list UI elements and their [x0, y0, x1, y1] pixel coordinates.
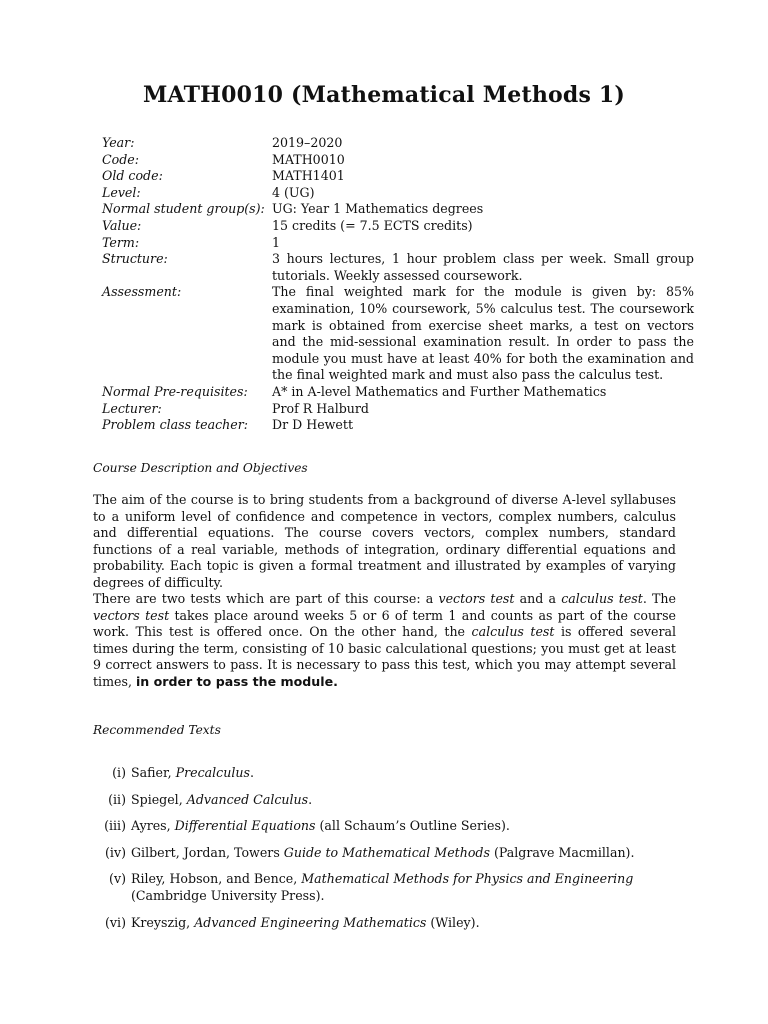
list-item-text	[126, 845, 683, 862]
list-item	[93, 765, 683, 782]
list-item-text	[126, 915, 683, 932]
info-row-value	[102, 218, 694, 235]
info-row-year	[102, 135, 694, 152]
list-item-text	[126, 871, 683, 904]
list-item	[93, 845, 683, 862]
tests-text: takes place around weeks 5 or 6 of term 1 and counts as part of the course work. This test is offered once. On the other hand, the	[93, 607, 676, 640]
ref-author: Kreyszig,	[131, 914, 195, 930]
ref-rest: (all Schaum’s Outline Series).	[315, 818, 510, 834]
info-value: 2019–2020	[272, 135, 343, 150]
info-value: 1	[272, 234, 281, 250]
info-row-problem-class-teacher	[102, 417, 694, 434]
list-item	[93, 915, 683, 932]
info-label: Lecturer:	[102, 400, 162, 416]
info-row-old-code	[102, 168, 694, 185]
info-row-assessment	[102, 284, 694, 384]
info-value: A* in A-level Mathematics and Further Mathematics	[272, 383, 607, 399]
tests-emphasis: calculus test	[561, 591, 643, 606]
tests-emphasis: calculus test	[471, 624, 555, 640]
tests-paragraph	[93, 591, 676, 691]
ref-title: Mathematical Methods for Physics and Engineering	[301, 871, 634, 887]
info-row-level	[102, 185, 694, 202]
list-item	[93, 818, 683, 835]
info-row-structure	[102, 251, 694, 284]
list-item-number: (vi)	[105, 914, 126, 930]
info-value: Dr D Hewett	[272, 417, 354, 433]
list-item-number: (v)	[109, 871, 126, 887]
info-value: MATH1401	[272, 168, 345, 184]
list-item-number: (i)	[112, 765, 126, 780]
info-value: 3 hours lectures, 1 hour problem class per week. Small group tutorials. Weekly assessed coursework.	[272, 251, 694, 283]
tests-strong-text: in order to pass the module.	[135, 673, 338, 689]
course-description-paragraph: The aim of the course is to bring students from a background of diverse A-level syllabuses to a uniform level of confidence and competence in vectors, complex numbers, calculus and differential equations. The course covers vectors, complex numbers, standard functions of a real variable, methods of integration, ordinary differential equations and probability. Each topic is given a formal treatment and illustrated by examples of varying degrees of difficulty.	[93, 492, 676, 590]
recommended-texts-list	[93, 765, 683, 931]
ref-rest: .	[308, 791, 313, 807]
tests-emphasis: vectors test	[438, 591, 515, 606]
info-label: Code:	[102, 151, 139, 167]
ref-rest: (Cambridge University Press).	[131, 887, 325, 903]
list-item	[93, 792, 683, 809]
ref-title: Precalculus	[175, 765, 250, 780]
info-value: Prof R Halburd	[272, 400, 369, 416]
info-value: UG: Year 1 Mathematics degrees	[272, 201, 484, 217]
list-item-number: (ii)	[108, 791, 126, 807]
info-label: Level:	[102, 184, 141, 200]
list-item	[93, 871, 683, 904]
info-value: 15 credits (= 7.5 ECTS credits)	[272, 217, 473, 233]
list-item-text	[126, 818, 683, 835]
tests-text: is offered several times during the term, consisting of 10 basic calculational questions; you must get at least 9 correct answers to pass. It is necessary to pass this test, which you may attempt several times,	[93, 624, 676, 689]
ref-rest: (Palgrave Macmillan).	[489, 844, 635, 860]
info-row-term	[102, 235, 694, 252]
info-label: Old code:	[102, 168, 163, 184]
module-info-table	[102, 135, 694, 434]
tests-emphasis: vectors test	[93, 607, 170, 623]
info-label: Problem class teacher:	[102, 417, 248, 433]
list-item-text	[126, 765, 683, 782]
list-item-number: (iii)	[104, 818, 126, 834]
tests-text: and a	[514, 591, 562, 606]
ref-title: Guide to Mathematical Methods	[283, 844, 490, 860]
info-label: Year:	[102, 135, 135, 150]
info-label: Structure:	[102, 251, 168, 267]
info-row-prerequisites	[102, 384, 694, 401]
info-value: 4 (UG)	[272, 184, 315, 200]
ref-rest: .	[249, 765, 254, 780]
tests-text: There are two tests which are part of this course: a	[93, 591, 439, 606]
ref-author: Spiegel,	[131, 791, 187, 807]
tests-text: . The	[642, 591, 676, 606]
page-title: MATH0010 (Mathematical Methods 1)	[142, 82, 626, 108]
ref-rest: (Wiley).	[426, 914, 480, 930]
course-description-heading: Course Description and Objectives	[93, 461, 308, 475]
ref-author: Ayres,	[131, 818, 175, 834]
info-label: Value:	[102, 217, 142, 233]
info-row-lecturer	[102, 401, 694, 418]
ref-title: Advanced Calculus	[186, 791, 309, 807]
ref-author: Gilbert, Jordan, Towers	[131, 844, 284, 860]
info-label: Term:	[102, 234, 140, 250]
info-label: Normal Pre-requisites:	[102, 383, 248, 399]
info-row-student-group	[102, 201, 694, 218]
ref-author: Riley, Hobson, and Bence,	[131, 871, 302, 887]
ref-title: Differential Equations	[174, 818, 316, 834]
list-item-number: (iv)	[105, 844, 126, 860]
info-value: MATH0010	[272, 151, 345, 167]
info-label: Assessment:	[102, 284, 182, 300]
ref-author: Safier,	[131, 765, 176, 780]
ref-title: Advanced Engineering Mathematics	[194, 914, 427, 930]
info-row-code	[102, 152, 694, 169]
info-value: The final weighted mark for the module is given by: 85% examination, 10% coursework, 5% calculus test. The coursework mark is obtained from exercise sheet marks, a test on vectors and the mid-sessional examination result. In order to pass the module you must have at least 40% for both the examination and the final weighted mark and must also pass the calculus test.	[272, 284, 694, 383]
info-label: Normal student group(s):	[102, 201, 265, 217]
list-item-text	[126, 792, 683, 809]
recommended-texts-heading: Recommended Texts	[93, 723, 221, 737]
